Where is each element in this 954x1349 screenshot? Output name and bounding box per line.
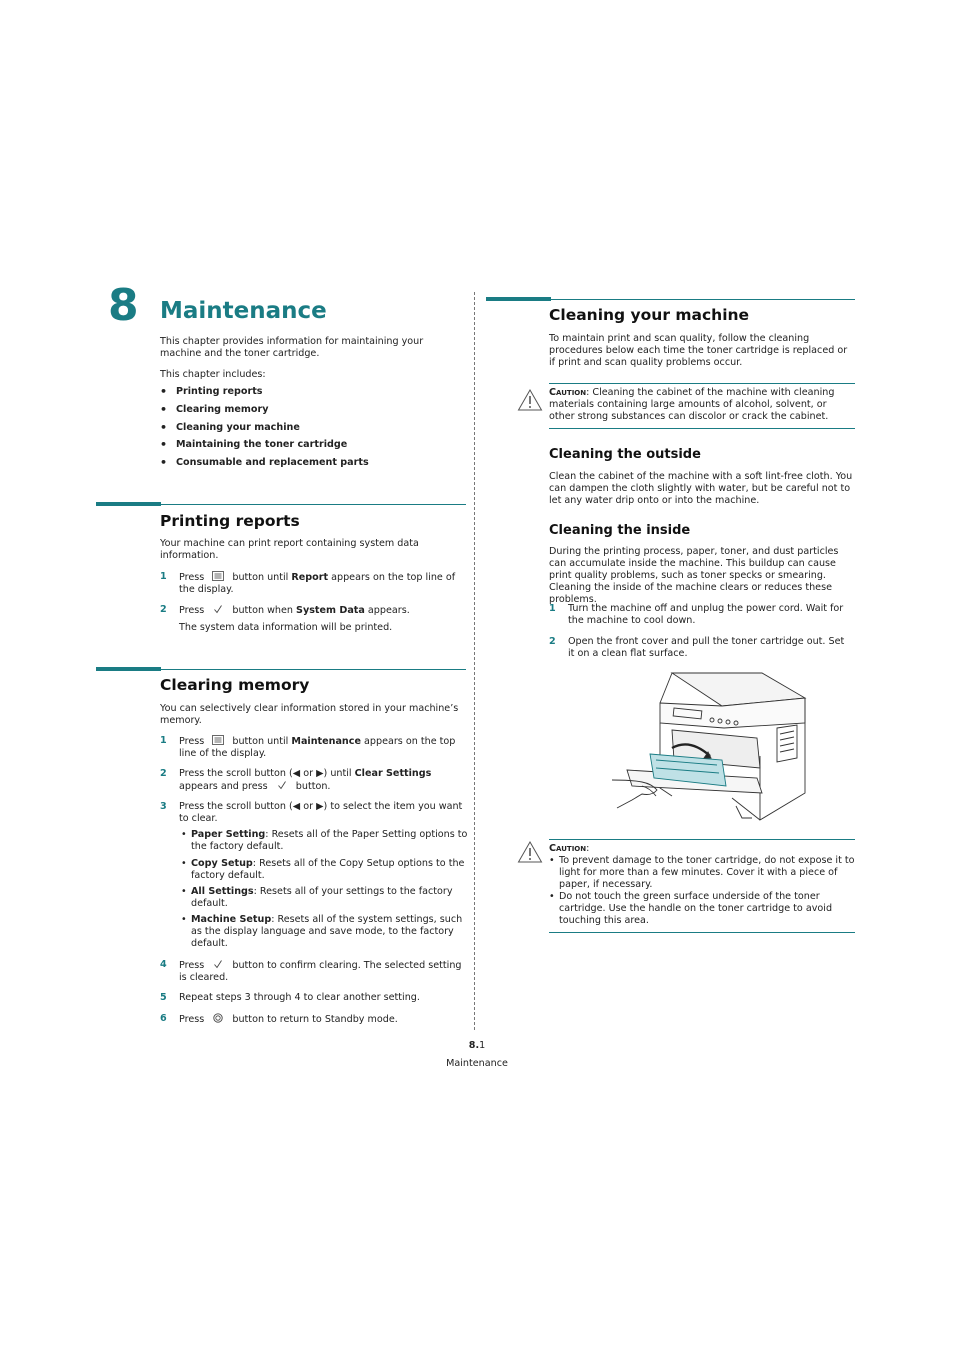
step-text: appears on the top line of the display. (179, 572, 456, 595)
step-bold-term: Maintenance (291, 736, 361, 747)
scroll-left-icon: ◀ (292, 801, 301, 812)
caution-text (549, 387, 855, 423)
clearing-step-6 (160, 1013, 464, 1026)
cleaning-inside-text: During the printing process, paper, toner, and dust particles can accumulate inside the machine. This buildup can cause print quality problems, such as toner specks or smearing. Cleaning the inside of the machine clears or reduces these problems. (549, 546, 839, 605)
cleaning-outside-text: Clean the cabinet of the machine with a soft lint-free cloth. You can dampen the cloth slightly with water, but be careful not to let any water drip onto or into the machine. (549, 471, 853, 506)
topic-cleaning-machine[interactable]: • Cleaning your machine (160, 422, 466, 440)
caution-warning-icon (517, 840, 543, 868)
step-text: button when (232, 605, 293, 616)
chapter-intro: This chapter provides information for maintaining your machine and the toner cartridge. (160, 336, 424, 359)
step-number: 5 (160, 992, 167, 1003)
step-text: button. (295, 781, 331, 792)
step-text: Turn the machine off and unplug the power cord. Wait for the machine to cool down. (568, 603, 844, 626)
step-number: 2 (160, 768, 167, 779)
step-text: button until (232, 736, 289, 747)
caution-bullet: • To prevent damage to the toner cartridge, do not expose it to light for more than a few minutes. Cover it with a piece of paper, if necessary. (549, 855, 855, 891)
step-text: Press the scroll button ( (179, 801, 293, 812)
chapter-number: 8 (108, 280, 139, 331)
step-text: appears. (367, 605, 410, 616)
topic-consumables[interactable]: • Consumable and replacement parts (160, 457, 466, 475)
footer-title: Maintenance (446, 1058, 508, 1069)
printer-toner-illustration (612, 668, 812, 830)
column-divider (474, 292, 475, 1030)
printing-reports-heading: Printing reports (160, 512, 300, 530)
clearing-memory-intro: You can selectively clear information stored in your machine’s memory. (160, 703, 459, 726)
step-number: 6 (160, 1013, 167, 1024)
option-name: Copy Setup (191, 858, 253, 869)
option-all-settings (181, 886, 473, 910)
cleaning-machine-intro: To maintain print and scan quality, follow the cleaning procedures below each time the toner cartridge is replaced or if print and scan quality problems occur. (549, 333, 848, 368)
menu-button-icon (207, 735, 229, 745)
chapter-intro-block (160, 336, 466, 381)
section-rule (96, 669, 466, 670)
page-number (0, 1040, 954, 1052)
step-text: Open the front cover and pull the toner cartridge out. Set it on a clean flat surface. (568, 636, 845, 659)
option-description: : Resets all of your settings to the factory default. (191, 886, 453, 909)
page-number-major: 8. (468, 1040, 480, 1051)
clearing-step-1 (160, 735, 460, 760)
chapter-includes-label: This chapter includes: (160, 369, 266, 380)
step-text: or (303, 801, 314, 812)
step-bold-term: System Data (296, 605, 365, 616)
option-machine-setup (181, 914, 473, 950)
step-text: Press (179, 736, 205, 747)
caution-box-cleaning (549, 383, 855, 429)
caution-heading: Caution: (549, 843, 590, 854)
enter-checkmark-icon (207, 604, 229, 614)
step-text: Press (179, 960, 205, 971)
step-text: Press the scroll button ( (179, 768, 293, 779)
step-number: 2 (549, 636, 556, 647)
step-text: Repeat steps 3 through 4 to clear another setting. (179, 992, 420, 1003)
page-number-minor: 1 (479, 1040, 486, 1051)
cleaning-machine-heading: Cleaning your machine (549, 306, 750, 324)
menu-button-icon (207, 571, 229, 581)
caution-warning-icon (517, 388, 543, 416)
section-rule (486, 299, 855, 300)
enter-checkmark-icon (271, 780, 293, 790)
topic-printing-reports[interactable]: • Printing reports (160, 386, 466, 404)
step-text: ) until (323, 768, 352, 779)
option-description: : Resets all of the Paper Setting options to the factory default. (191, 829, 468, 852)
option-description: : Resets all of the system settings, such as the display language and save mode, to the factory default. (191, 914, 463, 949)
printing-step-1 (160, 571, 460, 596)
step-text: ) to select the item you want to clear. (179, 801, 463, 824)
step-number: 1 (160, 735, 167, 746)
step-number: 3 (160, 801, 167, 812)
caution-body: : Cleaning the cabinet of the machine with cleaning materials containing large amounts of alcohol, solvent, or other strong substances can discolor or crack the cabinet. (549, 387, 835, 422)
option-copy-setup (181, 858, 473, 882)
step-text: Press (179, 605, 205, 616)
option-name: Machine Setup (191, 914, 272, 925)
scroll-right-icon: ▶ (316, 768, 324, 779)
scroll-right-icon: ▶ (316, 801, 324, 812)
printing-reports-intro: Your machine can print report containing system data information. (160, 538, 419, 561)
step-text: button to confirm clearing. The selected setting is cleared. (179, 960, 462, 983)
step-bold-term: Report (291, 572, 329, 583)
step-number: 1 (549, 603, 556, 614)
clearing-step-2 (160, 768, 460, 793)
printing-result-note: The system data information will be printed. (179, 622, 393, 633)
caution-bullet: • Do not touch the green surface underside of the toner cartridge. Use the handle on the toner cartridge to avoid touching this area. (549, 891, 855, 927)
step-text: Press (179, 572, 205, 583)
printing-step-2 (160, 604, 460, 617)
clearing-memory-heading: Clearing memory (160, 676, 310, 694)
step-text: appears on the top line of the display. (179, 736, 456, 759)
step-text: button to return to Standby mode. (232, 1014, 398, 1025)
chapter-title: Maintenance (160, 298, 327, 324)
section-rule (96, 504, 466, 505)
stop-clear-icon (207, 1013, 229, 1023)
step-text: button until (232, 572, 289, 583)
step-text: appears and press (179, 781, 268, 792)
step-number: 1 (160, 571, 167, 582)
topic-toner-cartridge[interactable]: • Maintaining the toner cartridge (160, 439, 466, 457)
step-bold-term: Clear Settings (354, 768, 432, 779)
cleaning-inside-heading: Cleaning the inside (549, 523, 691, 538)
option-name: All Settings (191, 886, 254, 897)
topic-clearing-memory[interactable]: • Clearing memory (160, 404, 466, 422)
step-number: 4 (160, 959, 167, 970)
chapter-topic-list (160, 386, 466, 475)
caution-label: Caution (549, 387, 587, 398)
option-paper-setting (181, 829, 473, 853)
clearing-step-5 (160, 992, 464, 1004)
caution-box-toner (549, 839, 855, 933)
step-text: or (303, 768, 314, 779)
step-number: 2 (160, 604, 167, 615)
option-name: Paper Setting (191, 829, 266, 840)
cleaning-step-2 (549, 636, 852, 660)
caution-label: Caution (549, 843, 587, 854)
clearing-step-4 (160, 959, 464, 984)
cleaning-outside-heading: Cleaning the outside (549, 447, 701, 462)
cleaning-step-1 (549, 603, 852, 627)
enter-checkmark-icon (207, 959, 229, 969)
scroll-left-icon: ◀ (292, 768, 301, 779)
option-description: : Resets all of the Copy Setup options to the factory default. (191, 858, 465, 881)
clearing-step-3 (160, 801, 464, 825)
step-text: Press (179, 1014, 205, 1025)
